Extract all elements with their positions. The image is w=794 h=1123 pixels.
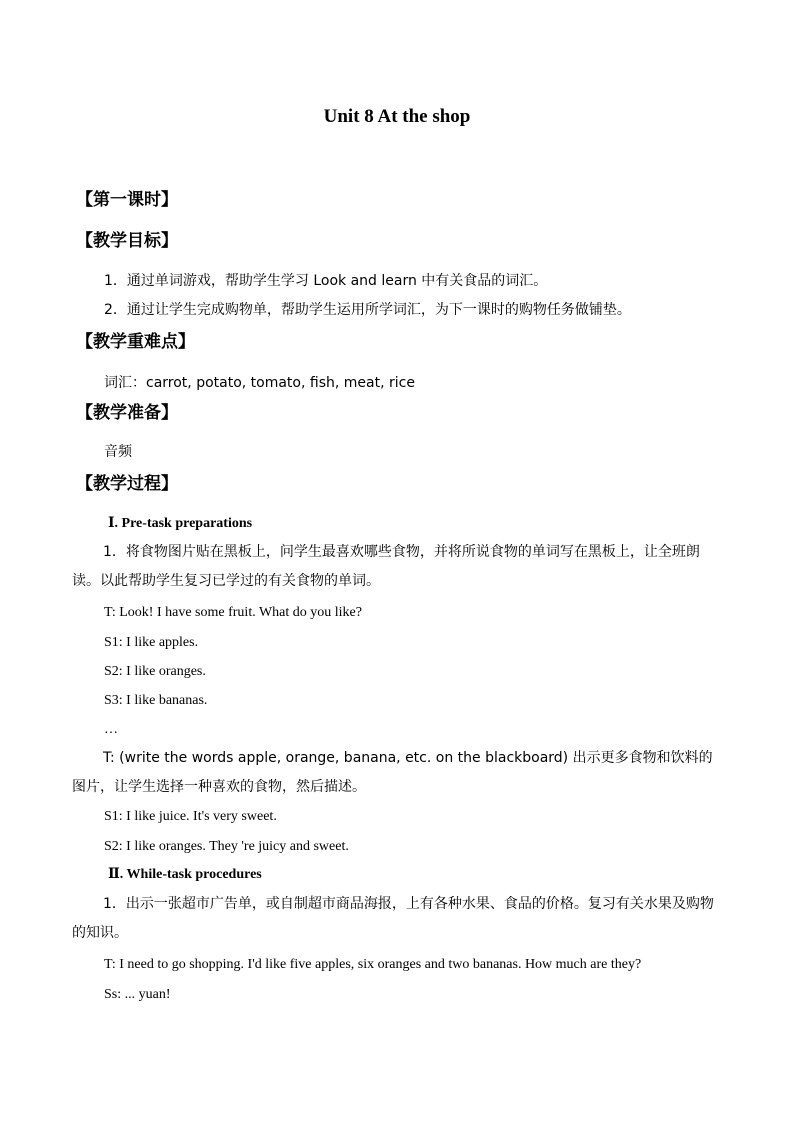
section-heading-keypoints: 【教学重难点】 (76, 332, 195, 352)
dialog2-s1: S1: I like juice. It's very sweet. (104, 809, 277, 824)
goal-item-2: 2．通过让学生完成购物单，帮助学生运用所学词汇，为下一课时的购物任务做铺垫。 (104, 302, 631, 318)
section-heading-prep: 【教学准备】 (76, 403, 178, 423)
prep-item: 音频 (104, 444, 132, 460)
dialog2-s2: S2: I like oranges. They 're juicy and sweet. (104, 839, 349, 854)
dialog3-students: Ss: ... yuan! (104, 987, 171, 1002)
dialog1-s3: S3: I like bananas. (104, 693, 208, 708)
dialog1-s2: S2: I like oranges. (104, 664, 206, 679)
section-heading-lesson: 【第一课时】 (76, 190, 178, 210)
part1-heading: Ⅰ. Pre-task preparations (108, 516, 253, 531)
document-title: Unit 8 At the shop (323, 106, 471, 127)
part1-step1: 1．将食物图片贴在黑板上，问学生最喜欢哪些食物，并将所说食物的单词写在黑板上，让全班朗读。以此帮助学生复习已学过的有关食物的单词。 (72, 544, 700, 589)
dialog1-teacher: T: Look! I have some fruit. What do you like? (104, 605, 362, 620)
goal-item-1: 1．通过单词游戏，帮助学生学习 Look and learn 中有关食品的词汇。 (104, 273, 548, 289)
section-heading-goals: 【教学目标】 (76, 231, 178, 251)
section-heading-process: 【教学过程】 (76, 474, 178, 494)
vocabulary-line: 词汇：carrot, potato, tomato, fish, meat, rice (104, 375, 415, 391)
dialog1-s1: S1: I like apples. (104, 635, 199, 650)
ellipsis-line: … (104, 722, 118, 737)
dialog3-teacher: T: I need to go shopping. I'd like five apples, six oranges and two bananas. How much are they? (104, 957, 642, 972)
dialog2-teacher: T: (write the words apple, orange, banana, etc. on the blackboard) 出示更多食物和饮料的图片，让学生选择一种喜欢的食物，然后描述。 (72, 750, 713, 795)
part2-heading: Ⅱ. While-task procedures (108, 867, 262, 882)
part2-step1: 1．出示一张超市广告单，或自制超市商品海报，上有各种水果、食品的价格。复习有关水果及购物的知识。 (72, 896, 714, 941)
